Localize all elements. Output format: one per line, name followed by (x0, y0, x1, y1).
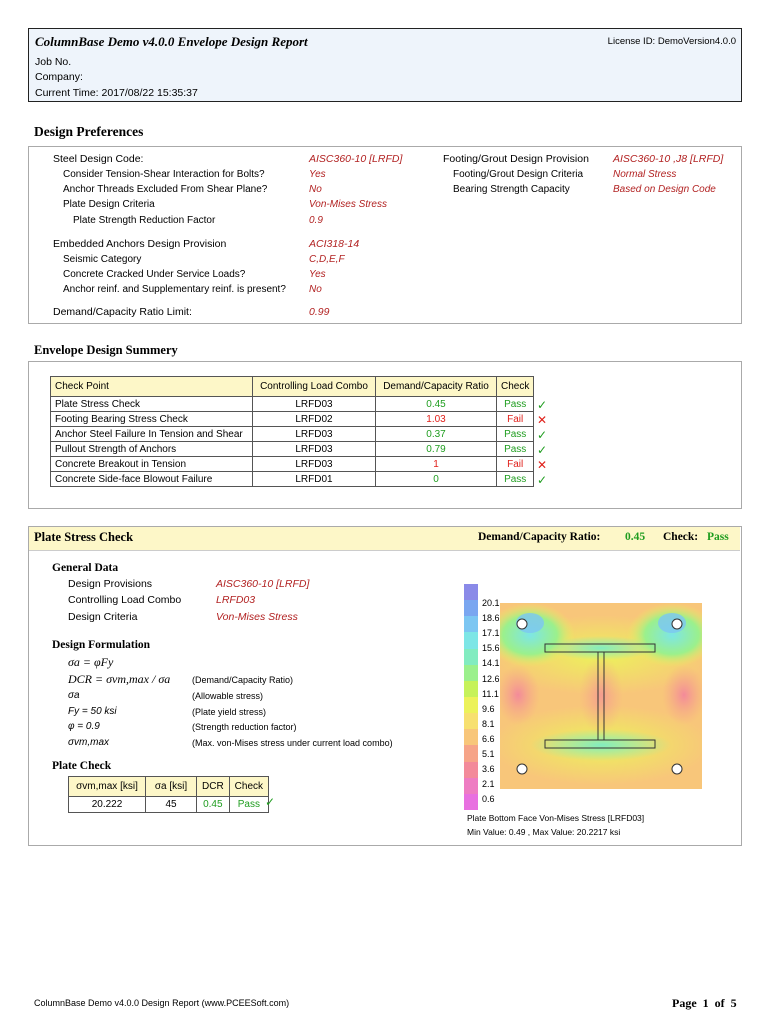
plate-check-table (68, 776, 269, 813)
table-row (51, 457, 534, 472)
col-header: DCR (197, 777, 230, 797)
pref-label: Steel Design Code: (53, 153, 144, 165)
legend-swatch (464, 665, 478, 681)
license-id: License ID: DemoVersion4.0.0 (607, 36, 736, 47)
legend-swatch (464, 681, 478, 697)
col-header: Check Point (51, 377, 253, 397)
col-header: Demand/Capacity Ratio (376, 377, 497, 397)
pref-value: No (309, 284, 322, 295)
def-symbol: σa (68, 690, 80, 701)
summary-title: Envelope Design Summery (34, 343, 178, 357)
pref-label: Concrete Cracked Under Service Loads? (63, 269, 246, 280)
check-result: Pass (497, 397, 534, 412)
legend-label: 17.1 (482, 628, 500, 639)
formula-2: DCR = σvm,max / σa (68, 672, 171, 686)
pref-label: Bearing Strength Capacity (453, 184, 570, 195)
pref-label: Seismic Category (63, 254, 142, 265)
check-point: Concrete Breakout in Tension (51, 457, 253, 472)
check-label: Check: (663, 531, 699, 543)
ratio: 0.45 (376, 397, 497, 412)
check-result: Pass (497, 427, 534, 442)
legend-swatch (464, 697, 478, 713)
legend-label: 2.1 (482, 779, 495, 790)
table-row (51, 412, 534, 427)
load-combo: LRFD01 (253, 472, 376, 487)
stress-contour-plot (500, 603, 702, 789)
legend-swatch (464, 649, 478, 665)
legend-label: 12.6 (482, 673, 500, 684)
summary-table (50, 376, 534, 487)
general-title: General Data (52, 562, 119, 574)
job-no: Job No. (35, 56, 72, 68)
figure-caption: Plate Bottom Face Von-Mises Stress [LRFD03] (467, 813, 645, 823)
ratio: 1 (376, 457, 497, 472)
legend-label: 15.6 (482, 643, 500, 654)
pref-value: Based on Design Code (613, 184, 716, 195)
pref-label: Footing/Grout Design Criteria (453, 169, 584, 180)
general-value: AISC360-10 [LRFD] (216, 578, 310, 590)
footer-text: ColumnBase Demo v4.0.0 Design Report (www.PCEESoft.com) (34, 998, 290, 1008)
def-symbol: Fy = 50 ksi (68, 706, 117, 717)
check-mark-icon: ✓ (537, 443, 548, 457)
def-symbol: φ = 0.9 (68, 721, 100, 732)
check-mark-icon: ✓ (265, 795, 276, 809)
check-value: Pass (707, 531, 729, 543)
anchor-bolt (517, 764, 527, 774)
def-desc: (Plate yield stress) (192, 707, 267, 717)
pref-value: Yes (309, 169, 326, 180)
pref-label: Anchor reinf. and Supplementary reinf. is present? (63, 284, 286, 295)
legend-swatch (464, 778, 478, 794)
check-result: Fail (497, 457, 534, 472)
cross-mark-icon: ✕ (537, 413, 548, 427)
table-row (69, 797, 269, 813)
formula-1: σa = φFy (68, 655, 114, 669)
legend-swatch (464, 600, 478, 616)
legend-label: 11.1 (482, 688, 499, 699)
table-row (51, 472, 534, 487)
ratio: 0 (376, 472, 497, 487)
legend-swatch (464, 745, 478, 761)
general-value: LRFD03 (216, 594, 256, 606)
general-label: Design Provisions (68, 578, 153, 590)
legend-swatch (464, 584, 478, 600)
plate-check-title: Plate Check (52, 760, 112, 772)
anchor-bolt (517, 619, 527, 629)
check-mark-icon: ✓ (537, 473, 548, 487)
legend-label: 8.1 (482, 718, 495, 729)
legend-label: 5.1 (482, 749, 495, 759)
col-header: Check (497, 377, 534, 397)
anchor-bolt (672, 764, 682, 774)
pref-label: Plate Design Criteria (63, 199, 155, 210)
general-value: Von-Mises Stress (216, 611, 298, 623)
load-combo: LRFD03 (253, 397, 376, 412)
col-header: Controlling Load Combo (253, 377, 376, 397)
check-mark-icon: ✓ (537, 398, 548, 412)
formulation-title: Design Formulation (52, 639, 151, 651)
general-label: Controlling Load Combo (68, 594, 182, 606)
pref-label: Consider Tension-Shear Interaction for Bolts? (63, 169, 265, 180)
check-point: Pullout Strength of Anchors (51, 442, 253, 457)
table-row (51, 442, 534, 457)
load-combo: LRFD03 (253, 442, 376, 457)
pref-value: AISC360-10 ,J8 [LRFD] (613, 153, 724, 165)
legend-swatch (464, 713, 478, 729)
contour-zone (579, 655, 623, 735)
dcr-label: Demand/Capacity Ratio: (478, 531, 601, 543)
legend-label: 3.6 (482, 764, 495, 775)
def-desc: (Max. von-Mises stress under current load combo) (192, 738, 393, 748)
check-result: Pass (497, 442, 534, 457)
table-row (51, 427, 534, 442)
formula-desc: (Demand/Capacity Ratio) (192, 675, 294, 685)
load-combo: LRFD02 (253, 412, 376, 427)
check-result: Pass (497, 472, 534, 487)
check-point: Footing Bearing Stress Check (51, 412, 253, 427)
stress-value: 20.222 (69, 797, 146, 813)
dcr-value: 0.45 (625, 531, 646, 543)
check-result: Fail (497, 412, 534, 427)
legend-swatch (464, 794, 478, 810)
check-point: Concrete Side-face Blowout Failure (51, 472, 253, 487)
anchor-bolt (672, 619, 682, 629)
pref-value: No (309, 184, 322, 195)
plate-title: Plate Stress Check (34, 530, 134, 544)
pref-value: AISC360-10 [LRFD] (309, 153, 403, 165)
company: Company: (35, 71, 83, 83)
pref-value: 0.9 (309, 215, 323, 226)
legend-swatch (464, 762, 478, 778)
check-point: Anchor Steel Failure In Tension and Shear (51, 427, 253, 442)
legend-label: 20.1 (482, 598, 500, 608)
ratio: 0.79 (376, 442, 497, 457)
pref-value: Normal Stress (613, 169, 677, 180)
dcr-cell: 0.45 (197, 797, 230, 813)
allowable-value: 45 (146, 797, 197, 813)
col-header: σa [ksi] (146, 777, 197, 797)
pref-label: Plate Strength Reduction Factor (73, 215, 216, 226)
legend-colorbar (464, 584, 478, 810)
current-time: Current Time: 2017/08/22 15:35:37 (35, 87, 198, 99)
pref-label: Demand/Capacity Ratio Limit: (53, 306, 192, 318)
pref-value: Von-Mises Stress (309, 199, 387, 210)
legend-label: 6.6 (482, 733, 495, 744)
figure-minmax: Min Value: 0.49 , Max Value: 20.2217 ksi (467, 827, 621, 837)
def-desc: (Strength reduction factor) (192, 722, 297, 732)
pref-value: Yes (309, 269, 326, 280)
check-point: Plate Stress Check (51, 397, 253, 412)
pref-label: Embedded Anchors Design Provision (53, 238, 227, 250)
report-header (28, 28, 742, 102)
pref-label: Footing/Grout Design Provision (443, 153, 589, 165)
legend-label: 14.1 (482, 658, 500, 669)
check-cell: Pass (229, 797, 268, 813)
load-combo: LRFD03 (253, 427, 376, 442)
ratio: 0.37 (376, 427, 497, 442)
legend-label: 9.6 (482, 703, 495, 714)
pref-label: Anchor Threads Excluded From Shear Plane? (63, 184, 268, 195)
pref-value: ACI318-14 (309, 238, 360, 250)
pref-value: 0.99 (309, 306, 330, 318)
pref-value: C,D,E,F (309, 254, 345, 265)
col-header: σvm,max [ksi] (69, 777, 146, 797)
prefs-title: Design Preferences (34, 124, 144, 139)
load-combo: LRFD03 (253, 457, 376, 472)
legend-label: 18.6 (482, 613, 500, 624)
legend-label: 0.6 (482, 794, 495, 805)
general-label: Design Criteria (68, 611, 138, 623)
table-row (51, 397, 534, 412)
col-header: Check (229, 777, 268, 797)
page-number: Page 1 of 5 (672, 996, 737, 1010)
legend-swatch (464, 729, 478, 745)
ratio: 1.03 (376, 412, 497, 427)
cross-mark-icon: ✕ (537, 458, 548, 472)
prefs-box (28, 146, 742, 324)
def-desc: (Allowable stress) (192, 691, 264, 701)
check-mark-icon: ✓ (537, 428, 548, 442)
def-symbol: σvm,max (68, 737, 110, 748)
legend-swatch (464, 616, 478, 632)
legend-swatch (464, 632, 478, 648)
report-title: ColumnBase Demo v4.0.0 Envelope Design Report (35, 34, 308, 49)
